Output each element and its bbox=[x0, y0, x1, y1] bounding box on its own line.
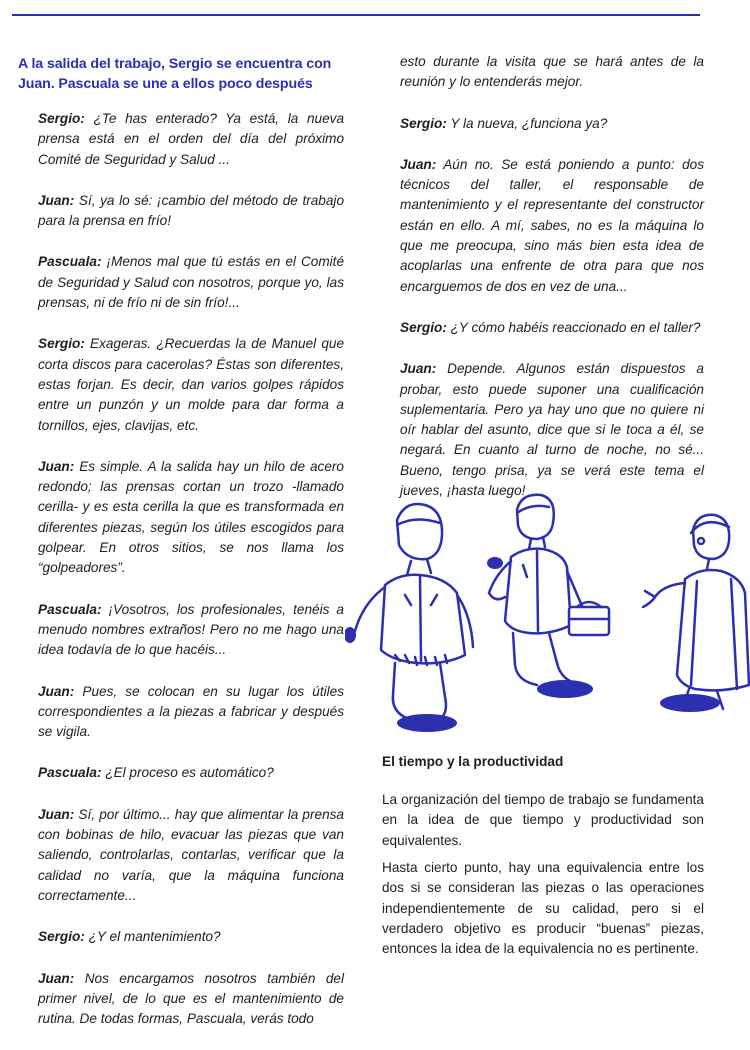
speaker: Juan: bbox=[38, 806, 75, 822]
dialogue-text: Pues, se colocan en su lugar los útiles correspondientes a la piezas a fabricar y después se vigila. bbox=[38, 683, 344, 740]
dialogue-line bbox=[400, 318, 704, 338]
dialogue-line bbox=[400, 114, 704, 134]
speaker: Sergio: bbox=[400, 115, 447, 131]
dialogue-text: ¿Y cómo habéis reaccionado en el taller? bbox=[450, 319, 701, 335]
speaker: Juan: bbox=[38, 458, 75, 474]
dialogue-line bbox=[38, 763, 344, 783]
dialogue-text: Es simple. A la salida hay un hilo de acero redondo; las prensas cortan un trozo -llamado cerilla- y es esta cerilla la que es transformada en diferentes piezas, según los útiles escogidos para golpear. En otros sitios, se nos llama los “golpeadores”. bbox=[38, 458, 344, 576]
speaker: Sergio: bbox=[38, 336, 85, 352]
dialogue-text: Y la nueva, ¿funciona ya? bbox=[450, 115, 608, 131]
dialogue-text: Sí, por último... hay que alimentar la prensa con bobinas de hilo, evacuar las piezas que van saliendo, controlarlas, contarlas, verificar que la calidad no varía, que la máquina funciona correctamente... bbox=[38, 806, 344, 903]
speaker: Sergio: bbox=[38, 929, 85, 945]
paragraph: La organización del tiempo de trabajo se fundamenta en la idea de que tiempo y productividad son equivalentes. bbox=[382, 792, 704, 848]
dialogue-text: ¿Te has enterado? Ya está, la nueva prensa está en el orden del día del próximo Comité de Seguridad y Salud ... bbox=[38, 111, 344, 167]
section-title: El tiempo y la productividad bbox=[382, 754, 564, 769]
juan-figure bbox=[487, 495, 609, 698]
top-rule bbox=[12, 14, 700, 16]
dialogue-line bbox=[400, 155, 704, 297]
paragraph: Hasta cierto punto, hay una equivalencia entre los dos si se consideran las piezas o las operaciones independientemente de su calidad, pero si el verdadero objetivo es producir “buenas” piezas, entonces la idea de la equivalencia no es pertinente. bbox=[382, 860, 704, 957]
speaker: Juan: bbox=[400, 156, 437, 172]
dialogue-line bbox=[38, 334, 344, 435]
workers-illustration bbox=[345, 485, 750, 740]
dialogue-text: Nos encargamos nosotros también del primer nivel, de lo que es el mantenimiento de rutina. De todas formas, Pascuala, verás todo bbox=[38, 970, 344, 1027]
speaker: Juan: bbox=[400, 361, 437, 377]
speaker: Juan: bbox=[38, 970, 75, 986]
speaker: Juan: bbox=[38, 192, 75, 208]
dialogue-line bbox=[38, 969, 344, 1030]
dialogue-text: Sí, ya lo sé: ¡cambio del método de trabajo para la prensa en frío! bbox=[38, 192, 345, 229]
dialogue-line bbox=[38, 600, 344, 661]
speaker: Pascuala: bbox=[38, 254, 102, 270]
dialogue-text: Exageras. ¿Recuerdas la de Manuel que corta discos para cacerolas? Éstas son diferentes, estas forjan. Es decir, dan varios golpes rápidos entre un punzón y un molde para dar forma a tornillos, ejes, clavijas, etc. bbox=[38, 336, 344, 433]
dialogue-line bbox=[38, 927, 344, 947]
dialogue-text: ¿El proceso es automático? bbox=[105, 765, 274, 781]
dialogue-line bbox=[38, 457, 344, 579]
sergio-figure bbox=[345, 504, 473, 732]
speaker: Pascuala: bbox=[38, 765, 102, 781]
dialogue-text: Aún no. Se está poniendo a punto: dos técnicos del taller, el responsable de mantenimiento y el representante del constructor están en ello. A mí, sabes, no es la máquina lo que me preocupa, sino más bien esta idea de acoplarlas una enfrente de otra para que nos encarguemos de dos en vez de una... bbox=[400, 156, 704, 294]
dialogue-text: ¡Menos mal que tú estás en el Comité de Seguridad y Salud con nosotros, porque yo, las prensas, ni de frío ni de sin frío!... bbox=[38, 254, 345, 311]
speaker: Sergio: bbox=[400, 319, 447, 335]
dialogue-line bbox=[400, 359, 704, 501]
speaker: Sergio: bbox=[38, 111, 85, 126]
dialogue-line bbox=[38, 682, 344, 743]
dialogue-text: ¿Y el mantenimiento? bbox=[88, 929, 221, 945]
left-column bbox=[18, 54, 344, 1050]
speaker: Juan: bbox=[38, 683, 75, 699]
pascuala-figure bbox=[643, 515, 749, 712]
dialogue-text: Depende. Algunos están dispuestos a probar, esto puede suponer una cualificación suplementaria. Pero ya hay uno que no quiere ni oír hablar del asunto, dice que si le toca a él, se negará. En cuanto al turno de noche, no sé... Bueno, tengo prisa, ya se verá este tema el jueves, ¡hasta luego! bbox=[400, 361, 704, 499]
dialogue-continuation: esto durante la visita que se hará antes de la reunión y lo entenderás mejor. bbox=[400, 54, 704, 90]
right-column bbox=[382, 52, 704, 522]
dialogue-text: ¡Vosotros, los profesionales, tenéis a menudo nombres extraños! Pero no me hago una idea todavía de lo que hacéis... bbox=[38, 601, 344, 658]
dialogue-line bbox=[38, 191, 344, 232]
speaker: Pascuala: bbox=[38, 601, 102, 617]
dialogue-line bbox=[38, 805, 344, 906]
dialogue-line bbox=[38, 109, 344, 170]
dialogue-line bbox=[38, 252, 344, 313]
scene-heading: A la salida del trabajo, Sergio se encuentra con Juan. Pascuala se une a ellos poco después bbox=[18, 56, 332, 92]
